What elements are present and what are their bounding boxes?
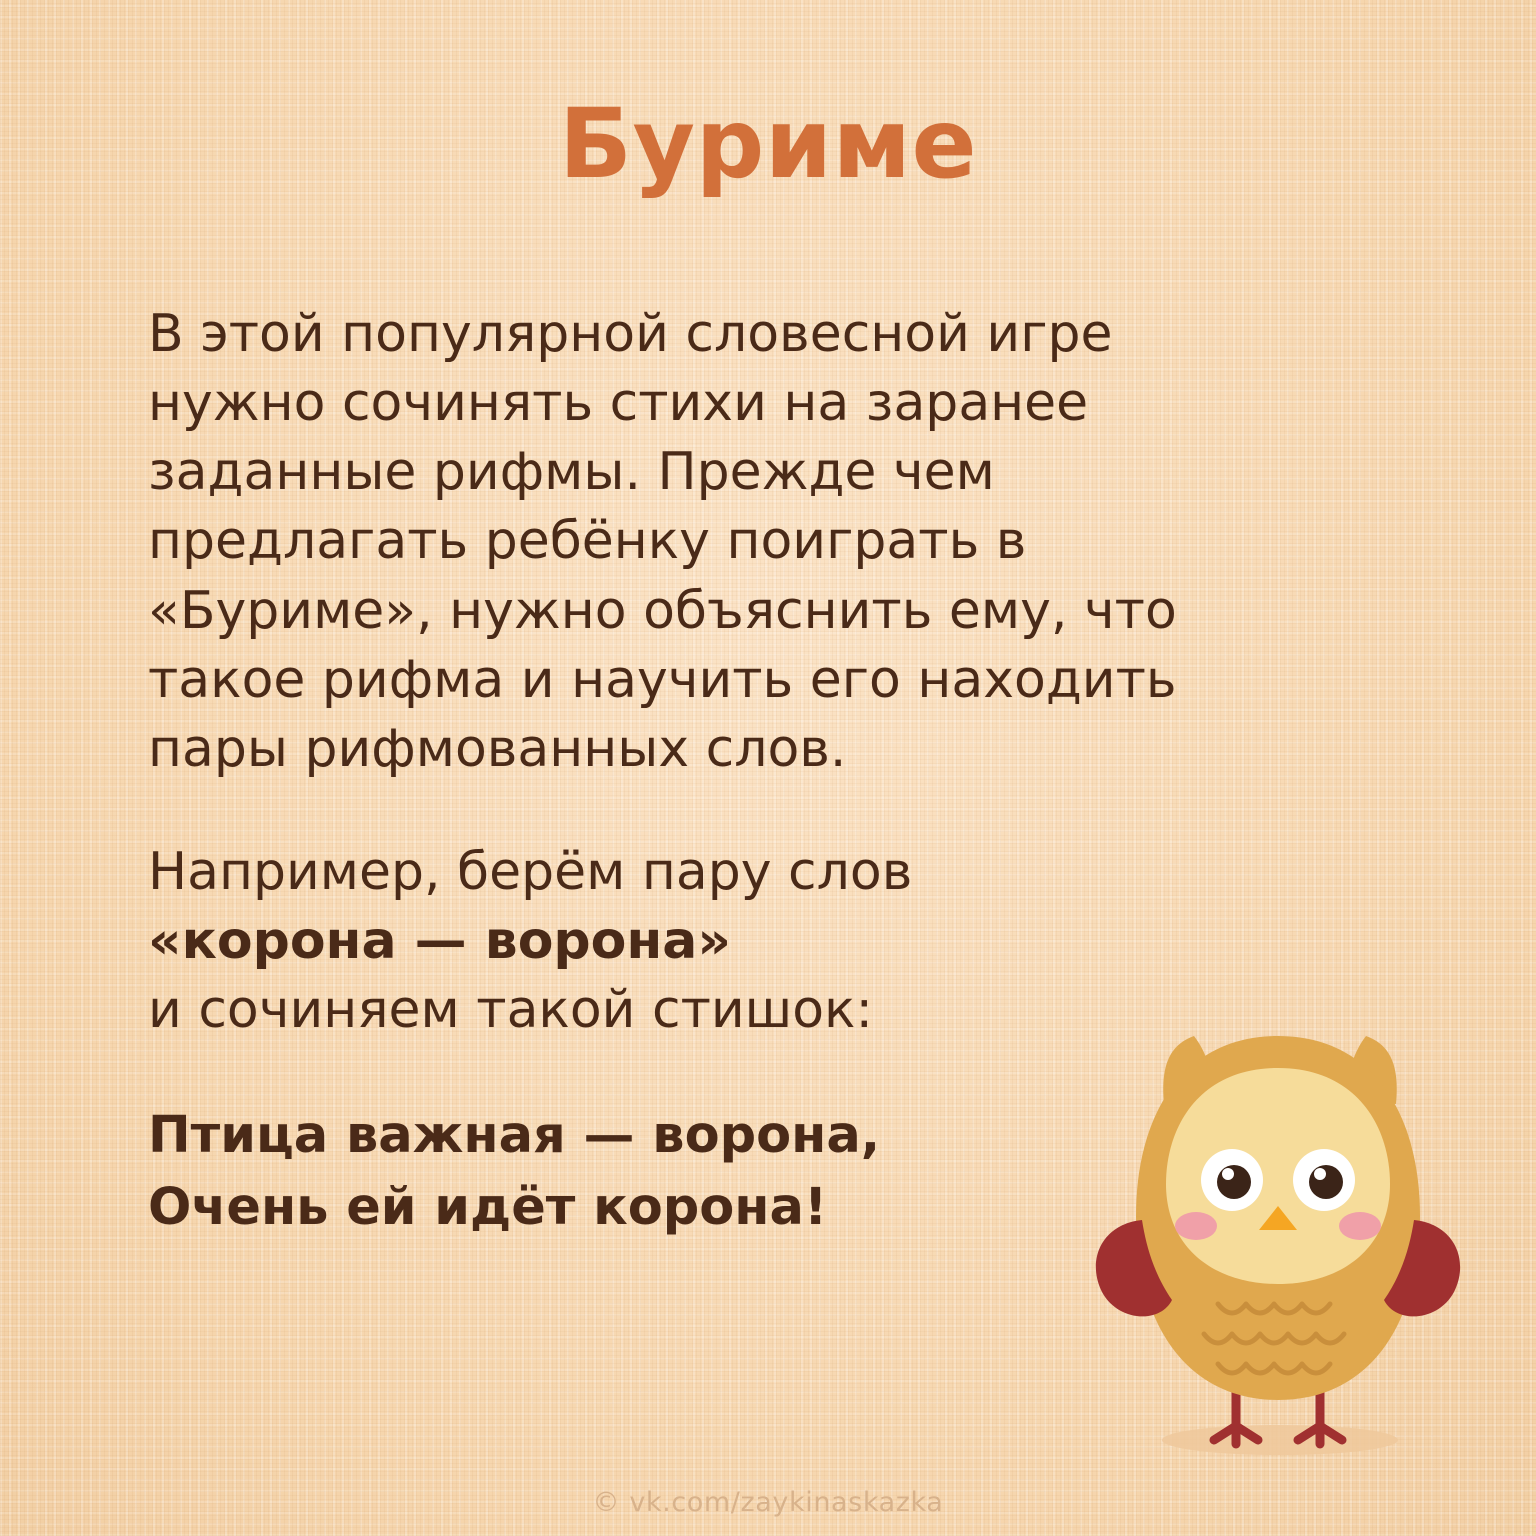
- owl-pupil-right: [1309, 1165, 1343, 1199]
- owl-cheek-right: [1339, 1212, 1381, 1240]
- owl-illustration: [1068, 1008, 1488, 1458]
- poem-line-1: Птица важная — ворона,: [148, 1105, 881, 1165]
- owl-cheek-left: [1175, 1212, 1217, 1240]
- paragraph-compose: и сочиняем такой стишок:: [148, 980, 873, 1041]
- credit-watermark: © vk.com/zaykinaskazka: [592, 1487, 944, 1518]
- page-title: Буриме: [558, 88, 978, 200]
- paragraph-description: В этой популярной словесной игре нужно сочинять стихи на заранее заданные рифмы. Прежде чем предлагать ребёнку поиграть в «Буриме», нужно объяснить ему, что такое рифма и научить его находить пары рифмованных слов.: [148, 304, 1177, 779]
- owl-shadow: [1162, 1425, 1398, 1455]
- owl-eye-glint-left: [1222, 1168, 1234, 1180]
- poem-line-2: Очень ей идёт корона!: [148, 1177, 828, 1237]
- rhyme-pair: «корона — ворона»: [148, 911, 731, 972]
- owl-pupil-left: [1217, 1165, 1251, 1199]
- owl-face: [1166, 1068, 1390, 1284]
- paragraph-example-intro: Например, берём пару слов: [148, 842, 913, 903]
- owl-eye-glint-right: [1314, 1168, 1326, 1180]
